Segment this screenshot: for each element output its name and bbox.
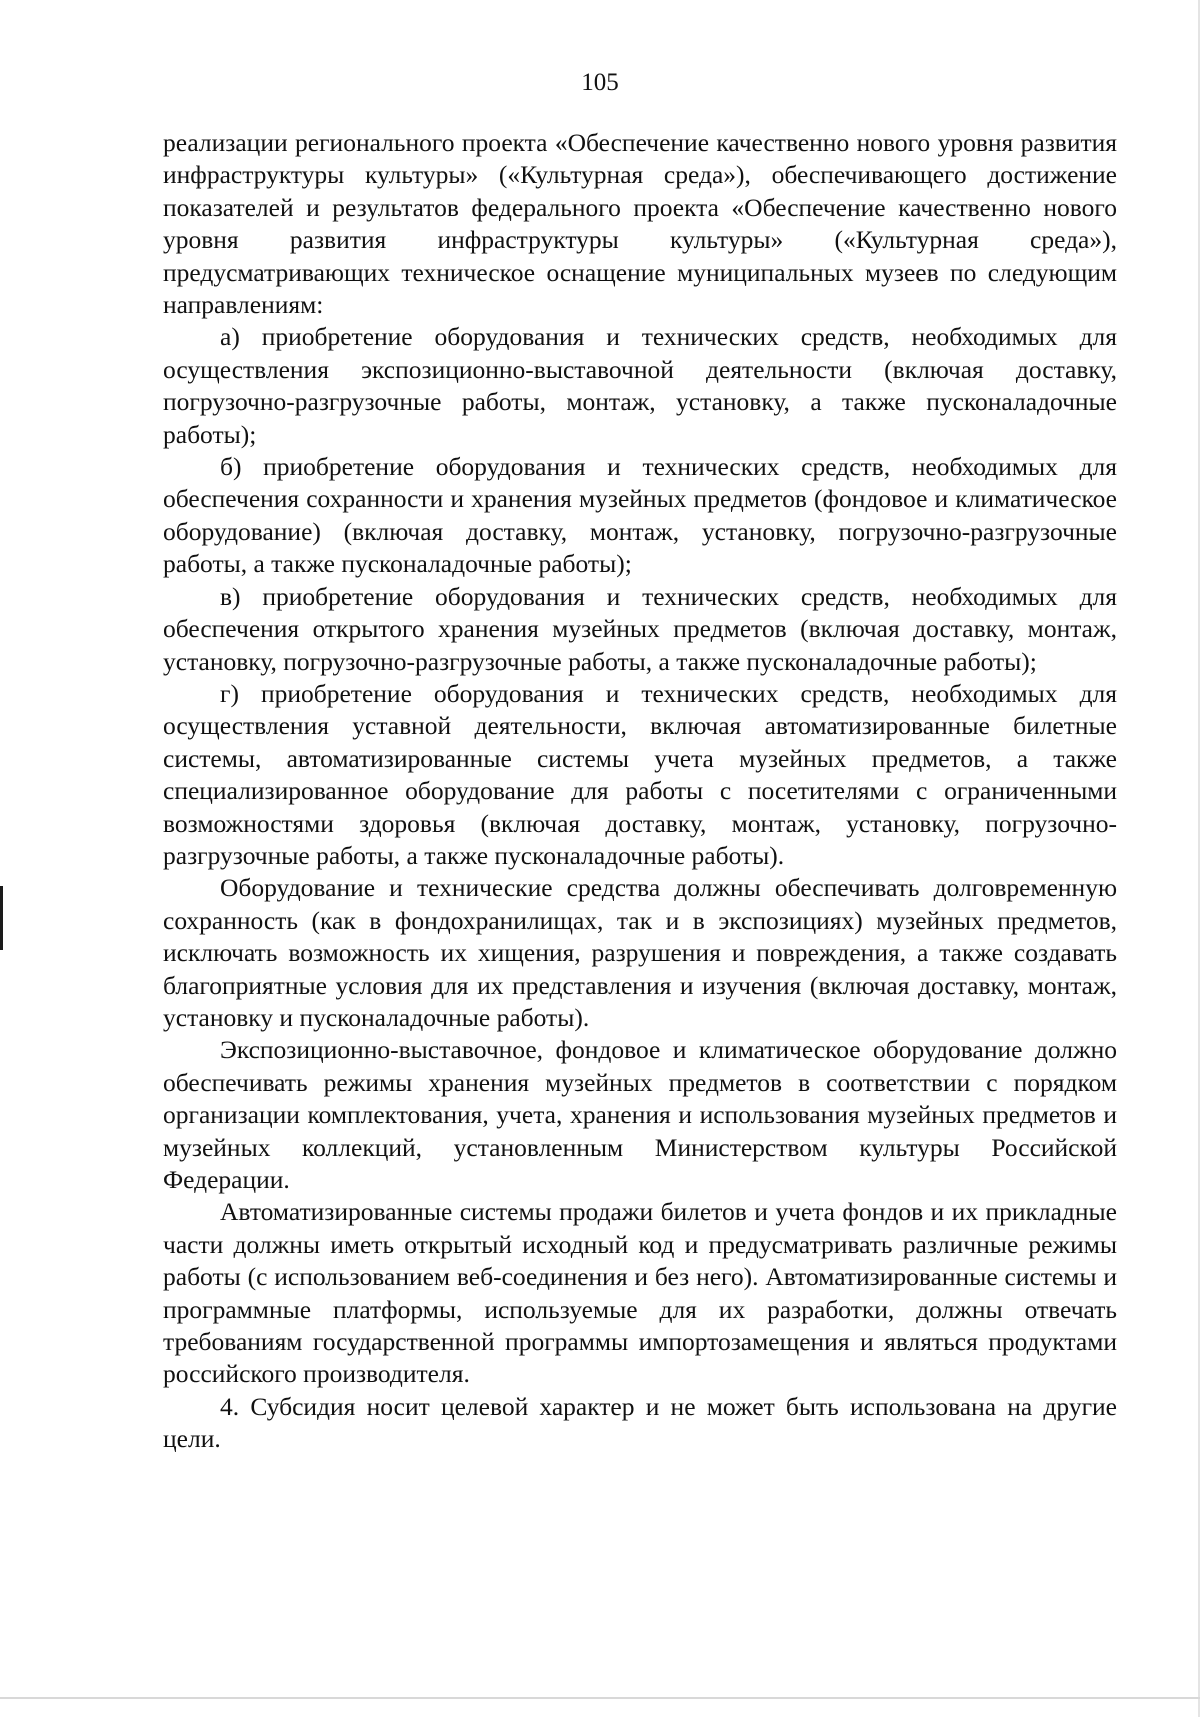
- page-number: 105: [581, 69, 619, 96]
- document-body: [163, 127, 1117, 1456]
- scan-bottom-edge: [0, 1697, 1200, 1699]
- paragraph-continuation: реализации регионального проекта «Обеспечение качественно нового уровня развития инфраструктуры культуры» («Культурная среда»), обеспечивающего достижение показателей и результатов федерального проекта «Обеспечение качественно нового уровня развития инфраструктуры культуры» («Культурная среда»), предусматривающих техническое оснащение муниципальных музеев по следующим направлениям:: [163, 128, 1117, 320]
- paragraph-item-b: б) приобретение оборудования и технических средств, необходимых для обеспечения сохранности и хранения музейных предметов (фондовое и климатическое оборудование) (включая доставку, монтаж, установку, погрузочно-разгрузочные работы, а также пусконаладочные работы);: [163, 452, 1117, 579]
- paragraph-item-g: г) приобретение оборудования и технических средств, необходимых для осуществления уставной деятельности, включая автоматизированные билетные системы, автоматизированные системы учета музейных предметов, а также специализированное оборудование для работы с посетителями с ограниченными возможностями здоровья (включая доставку, монтаж, установку, погрузочно-разгрузочные работы, а также пусконаладочные работы).: [163, 678, 1117, 870]
- paragraph-equipment-requirements: Оборудование и технические средства должны обеспечивать долговременную сохранность (как в фондохранилищах, так и в экспозициях) музейных предметов, исключать возможность их хищения, разрушения и повреждения, а также создавать благоприятные условия для их представления и изучения (включая доставку, монтаж, установку и пусконаладочные работы).: [163, 873, 1117, 1032]
- paragraph-storage-modes: Экспозиционно-выставочное, фондовое и климатическое оборудование должно обеспечивать режимы хранения музейных предметов в соответствии с порядком организации комплектования, учета, хранения и использования музейных предметов и музейных коллекций, установленным Министерством культуры Российской Федерации.: [163, 1035, 1117, 1194]
- paragraph-item-v: в) приобретение оборудования и технических средств, необходимых для обеспечения открытого хранения музейных предметов (включая доставку, монтаж, установку, погрузочно-разгрузочные работы, а также пусконаладочные работы);: [163, 581, 1117, 676]
- paragraph-subsidy-purpose: 4. Субсидия носит целевой характер и не может быть использована на другие цели.: [163, 1391, 1117, 1454]
- scan-edge-mark: [0, 886, 3, 950]
- paragraph-item-a: а) приобретение оборудования и технических средств, необходимых для осуществления экспозиционно-выставочной деятельности (включая доставку, погрузочно-разгрузочные работы, монтаж, установку, а также пусконаладочные работы);: [163, 322, 1117, 449]
- paragraph-automated-systems: Автоматизированные системы продажи билетов и учета фондов и их прикладные части должны иметь открытый исходный код и предусматривать различные режимы работы (с использованием веб-соединения и без него). Автоматизированные системы и программные платформы, используемые для их разработки, должны отвечать требованиям государственной программы импортозамещения и являться продуктами российского производителя.: [163, 1197, 1117, 1389]
